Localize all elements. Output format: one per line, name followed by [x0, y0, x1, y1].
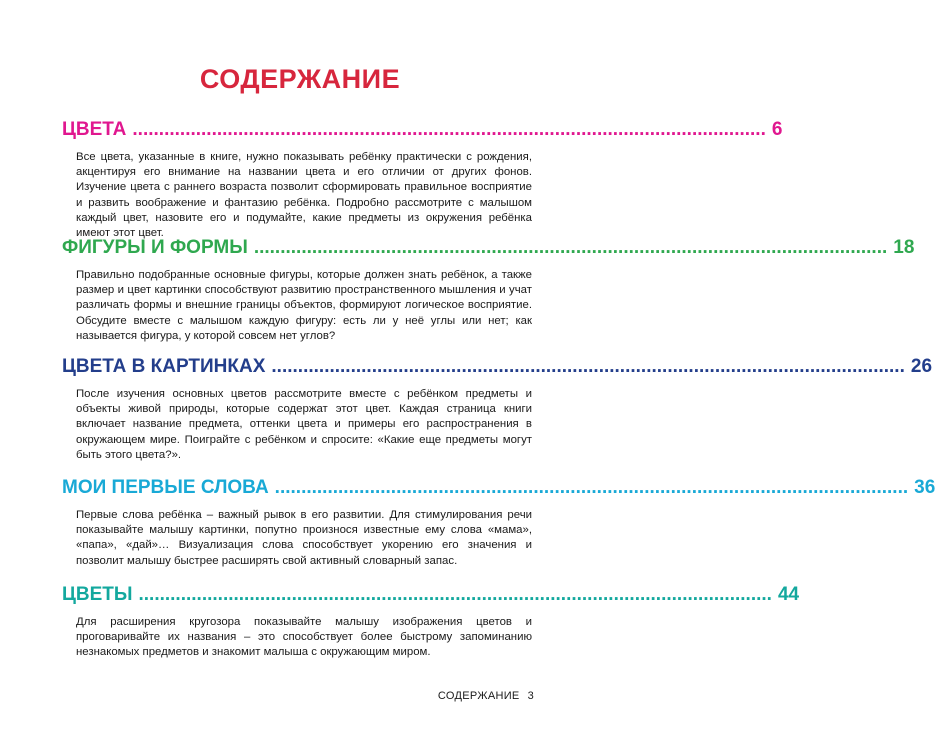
toc-entry-page: 18 [893, 237, 915, 258]
toc-entry[interactable] [62, 476, 935, 500]
toc-leader-dots: ........................................................................................................................ [274, 477, 909, 498]
toc-entry-title: ЦВЕТА [62, 119, 127, 140]
toc-entry[interactable] [62, 583, 800, 607]
footer-label: СОДЕРЖАНИЕ [437, 690, 520, 702]
toc-entry[interactable] [62, 236, 915, 260]
toc-entry-title: ЦВЕТА В КАРТИНКАХ [62, 356, 266, 377]
toc-section-shapes [62, 236, 915, 344]
toc-section-first-words [62, 476, 935, 569]
toc-leader-dots: ........................................................................................................................ [253, 237, 888, 258]
toc-entry[interactable] [62, 355, 933, 379]
toc-entry-page: 36 [914, 477, 935, 498]
page-footer [438, 690, 534, 702]
toc-leader-dots: ........................................................................................................................ [132, 119, 766, 140]
page-title: СОДЕРЖАНИЕ [199, 64, 401, 94]
toc-entry-page: 44 [777, 584, 800, 605]
toc-entry[interactable] [62, 118, 783, 142]
toc-entry-description: Первые слова ребёнка – важный рывок в его развитии. Для стимулирования речи показывайте малышу картинки, попутно произнося известные ему слова «мама», «папа», «дай»… Визуализация слова способствует укорению его значения и позволит малышу быстрее расширять свой активный словарный запас. [76, 509, 532, 567]
toc-entry-description: Все цвета, указанные в книге, нужно показывать ребёнку практически с рождения, акцентируя его внимание на названии цвета и его отличии от других фонов. Изучение цвета с раннего возраста позволит сформировать правильное восприятие и развить воображение и фантазию ребёнка. Подробно рассмотрите с малышом каждый цвет, назовите его и подумайте, какие предметы из окружения ребёнка имеют этот цвет. [76, 151, 532, 240]
toc-entry-description: Правильно подобранные основные фигуры, которые должен знать ребёнок, а также размер и цвет картинки способствуют развитию пространственного мышления и учат различать формы и внешние границы объектов, формируют логическое восприятие. Обсудите вместе с малышом каждую фигуру: есть ли у неё углы или нет; как называется фигура, у которой совсем нет углов? [76, 269, 532, 342]
toc-entry-title: ФИГУРЫ И ФОРМЫ [62, 237, 248, 258]
toc-section-flowers [62, 583, 800, 661]
toc-entry-description: После изучения основных цветов рассмотрите вместе с ребёнком предметы и объекты живой природы, которые содержат этот цвет. Каждая страница книги включает название предмета, оттенки цвета и примеры его распространения в окружающем мире. Поиграйте с ребёнком и спросите: «Какие еще предметы могут быть этого цвета?». [76, 388, 532, 461]
toc-entry-page: 26 [910, 356, 933, 377]
toc-entry-description: Для расширения кругозора показывайте малышу изображения цветов и проговаривайте их названия – это способствует более быстрому запоминанию незнакомых предметов и знакомит малыша с окружающим миром. [76, 616, 532, 659]
toc-entry-title: МОИ ПЕРВЫЕ СЛОВА [62, 477, 269, 498]
toc-leader-dots: ........................................................................................................................ [271, 356, 905, 377]
footer-page-number: 3 [527, 690, 534, 702]
toc-section-colors [62, 118, 783, 241]
toc-leader-dots: ........................................................................................................................ [138, 584, 772, 605]
toc-entry-page: 6 [771, 119, 783, 140]
toc-section-colors-in-pictures [62, 355, 933, 463]
toc-entry-title: ЦВЕТЫ [62, 584, 133, 605]
